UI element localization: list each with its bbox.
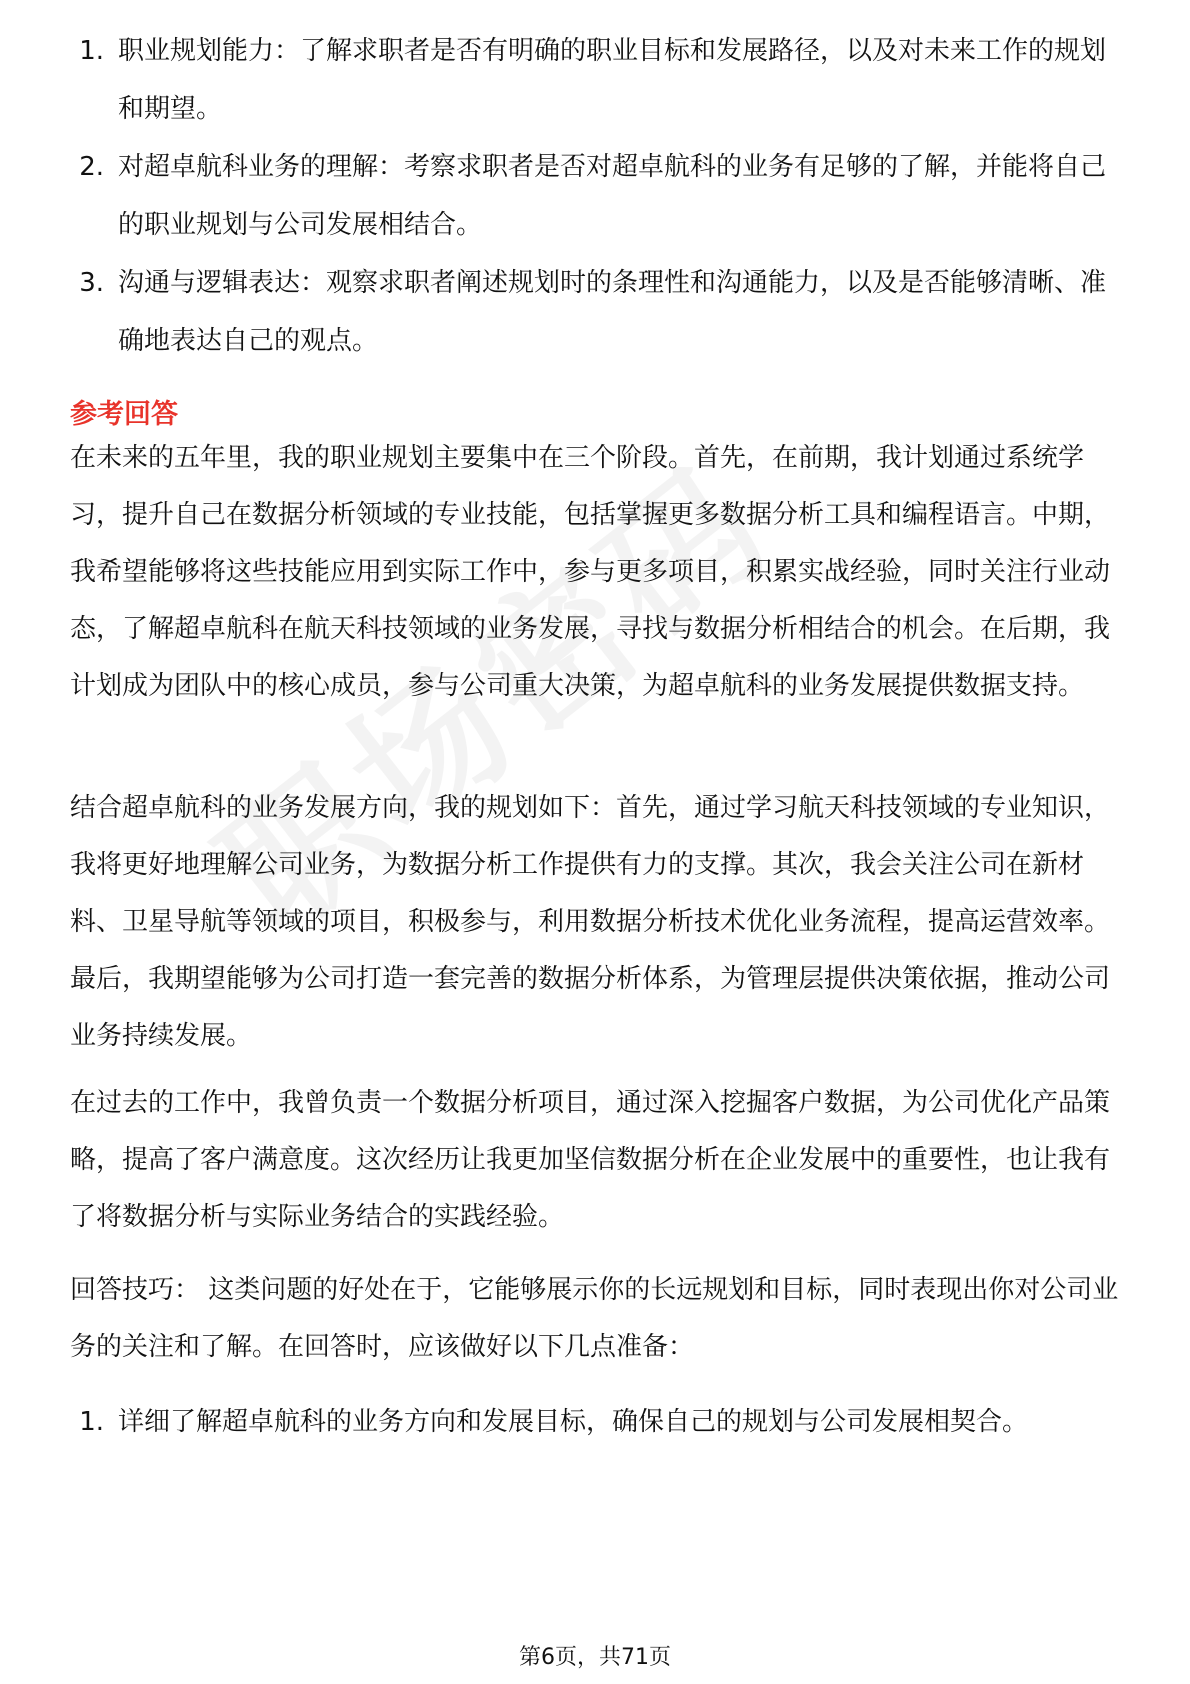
- answer-paragraph: 在过去的工作中，我曾负责一个数据分析项目，通过深入挖掘客户数据，为公司优化产品策略，提高了客户满意度。这次经历让我更加坚信数据分析在企业发展中的重要性，也让我有了将数据分析与实际业务结合的实践经验。: [70, 1088, 1111, 1232]
- list-item: [70, 254, 1130, 370]
- list-item-number: 1.: [79, 1407, 104, 1437]
- list-item-number: 2.: [79, 152, 104, 182]
- list-item: [70, 1393, 1130, 1451]
- section-heading: 参考回答: [70, 399, 178, 430]
- list-item-text: 职业规划能力：了解求职者是否有明确的职业目标和发展路径，以及对未来工作的规划和期望。: [118, 36, 1107, 124]
- answer-paragraph: 在未来的五年里，我的职业规划主要集中在三个阶段。首先，在前期，我计划通过系统学习，提升自己在数据分析领域的专业技能，包括掌握更多数据分析工具和编程语言。中期，我希望能够将这些技能应用到实际工作中，参与更多项目，积累实战经验，同时关注行业动态，了解超卓航科在航天科技领域的业务发展，寻找与数据分析相结合的机会。在后期，我计划成为团队中的核心成员，参与公司重大决策，为超卓航科的业务发展提供数据支持。: [70, 443, 1111, 701]
- criteria-list: [70, 22, 1130, 370]
- list-item-number: 1.: [79, 36, 104, 66]
- tips-paragraph: 回答技巧： 这类问题的好处在于，它能够展示你的长远规划和目标，同时表现出你对公司业务的关注和了解。在回答时，应该做好以下几点准备：: [70, 1275, 1119, 1362]
- list-item-text: 沟通与逻辑表达：观察求职者阐述规划时的条理性和沟通能力，以及是否能够清晰、准确地表达自己的观点。: [118, 268, 1107, 356]
- list-item: [70, 22, 1130, 138]
- list-item: [70, 138, 1130, 254]
- list-item-text: 详细了解超卓航科的业务方向和发展目标，确保自己的规划与公司发展相契合。: [118, 1407, 1029, 1437]
- tips-list: [70, 1393, 1130, 1451]
- list-item-number: 3.: [79, 268, 104, 298]
- answer-paragraph: 结合超卓航科的业务发展方向，我的规划如下：首先，通过学习航天科技领域的专业知识，我将更好地理解公司业务，为数据分析工作提供有力的支撑。其次，我会关注公司在新材料、卫星导航等领域的项目，积极参与，利用数据分析技术优化业务流程，提高运营效率。最后，我期望能够为公司打造一套完善的数据分析体系，为管理层提供决策依据，推动公司业务持续发展。: [70, 793, 1111, 1051]
- page-footer: 第6页，共71页: [519, 1645, 671, 1670]
- list-item-text: 对超卓航科业务的理解：考察求职者是否对超卓航科的业务有足够的了解，并能将自己的职业规划与公司发展相结合。: [118, 152, 1107, 240]
